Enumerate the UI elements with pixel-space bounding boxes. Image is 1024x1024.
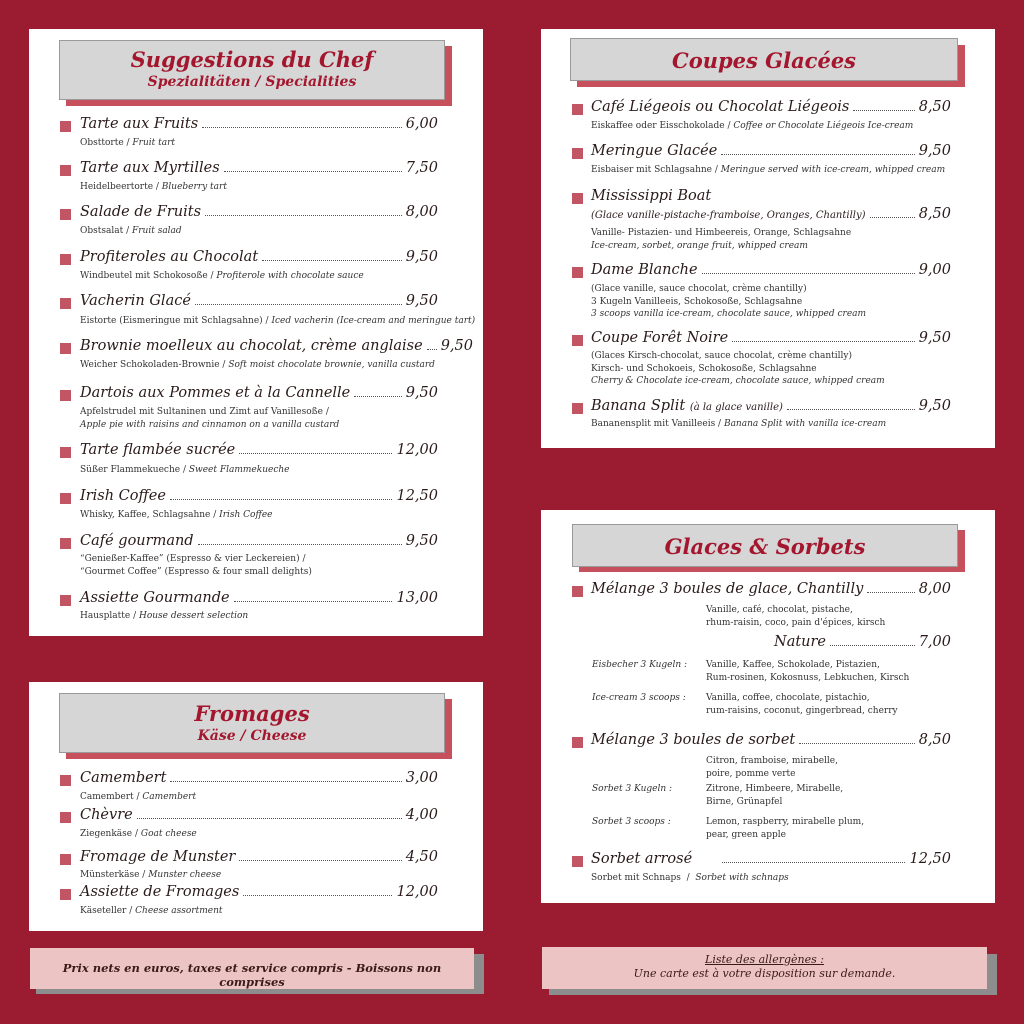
- chef-ribbon: [59, 40, 445, 100]
- bullet: [60, 209, 71, 220]
- menu-item: Coupe Forêt Noire 9,50: [591, 330, 951, 346]
- bullet: [60, 165, 71, 176]
- bullet: [60, 447, 71, 458]
- menu-item: Tarte flambée sucrée 12,00: [80, 442, 438, 458]
- menu-item: Camembert 3,00: [80, 770, 438, 786]
- menu-item: Mississippi Boat: [591, 188, 712, 204]
- menu-item: Dame Blanche 9,00: [591, 262, 951, 278]
- menu-item: Salade de Fruits 8,00: [80, 204, 438, 220]
- bullet: [60, 390, 71, 401]
- menu-item: Profiteroles au Chocolat 9,50: [80, 249, 438, 265]
- menu-item: Tarte aux Myrtilles 7,50: [80, 160, 438, 176]
- bullet: [60, 121, 71, 132]
- menu-item: Café Liégeois ou Chocolat Liégeois 8,50: [591, 99, 951, 115]
- menu-item: Irish Coffee 12,50: [80, 488, 438, 504]
- item-desc: Vanille- Pistazien- und Himbeereis, Orange, Schlagsahne Ice-cream, sorbet, orange fruit, whipped cream: [591, 228, 852, 251]
- bullet: [60, 812, 71, 823]
- item-desc: Eiskaffee oder Eisschokolade / Coffee or Chocolate Liégeois Ice-cream: [591, 121, 914, 131]
- menu-item: Assiette Gourmande 13,00: [80, 590, 438, 606]
- fromages-ribbon: [59, 693, 445, 753]
- glaces-title: Glaces & Sorbets: [664, 534, 866, 559]
- icecream-label: Ice-cream 3 scoops :: [592, 693, 686, 703]
- item-desc: Apfelstrudel mit Sultaninen und Zimt auf Vanillesoße / Apple pie with raisins and cinnamon on a vanilla custard: [80, 407, 340, 430]
- menu-item: Café gourmand 9,50: [80, 533, 438, 549]
- footer-left: [30, 948, 474, 989]
- footer-left-text: Prix nets en euros, taxes et service compris - Boissons non comprises: [62, 961, 442, 989]
- coupes-ribbon: [570, 38, 958, 81]
- sorbet-kugeln-label: Sorbet 3 Kugeln :: [592, 784, 673, 794]
- item-desc: Hausplatte / House dessert selection: [80, 611, 249, 621]
- item-desc: “Genießer-Kaffee” (Espresso & vier Leckereien) / “Gourmet Coffee” (Espresso & four small delights): [80, 554, 312, 577]
- item-desc: Bananensplit mit Vanilleeis / Banana Split with vanilla ice-cream: [591, 419, 887, 429]
- bullet: [60, 538, 71, 549]
- allergen-title: Liste des allergènes :: [705, 953, 824, 966]
- item-desc: Whisky, Kaffee, Schlagsahne / Irish Coffee: [80, 510, 273, 520]
- glaces-ribbon: [572, 524, 958, 567]
- item-desc: Süßer Flammekueche / Sweet Flammekueche: [80, 465, 290, 475]
- item-desc: Eisbaiser mit Schlagsahne / Meringue served with ice-cream, whipped cream: [591, 165, 946, 175]
- menu-item: Mélange 3 boules de sorbet 8,50: [591, 732, 951, 748]
- bullet: [60, 775, 71, 786]
- menu-item: Mélange 3 boules de glace, Chantilly 8,00: [591, 581, 951, 597]
- menu-item: Vacherin Glacé 9,50: [80, 293, 438, 309]
- coupes-title: Coupes Glacées: [671, 48, 857, 73]
- item-desc: Obsttorte / Fruit tart: [80, 138, 176, 148]
- menu-item: Tarte aux Fruits 6,00: [80, 116, 438, 132]
- fromages-subtitle: Käse / Cheese: [197, 728, 307, 744]
- bullet: [572, 586, 583, 597]
- chef-subtitle: Spezialitäten / Specialities: [147, 74, 357, 90]
- bullet: [60, 493, 71, 504]
- item-desc: Weicher Schokoladen-Brownie / Soft moist chocolate brownie, vanilla custard: [80, 360, 435, 370]
- allergen-text: Une carte est à votre disposition sur demande.: [633, 967, 896, 980]
- item-desc: Vanille, café, chocolat, pistache, rhum-raisin, coco, pain d'épices, kirsch: [706, 605, 886, 628]
- menu-item: Banana Split (à la glace vanille) 9,50: [591, 398, 951, 414]
- bullet: [60, 595, 71, 606]
- menu-item: Dartois aux Pommes et à la Cannelle 9,50: [80, 385, 438, 401]
- item-desc: Käseteller / Cheese assortment: [80, 906, 223, 916]
- bullet: [60, 854, 71, 865]
- menu-item-nature: Nature 7,00: [774, 634, 951, 650]
- menu-item: Brownie moelleux au chocolat, crème anglaise 9,50: [80, 338, 473, 354]
- item-desc: Camembert / Camembert: [80, 792, 197, 802]
- item-desc: (Glaces Kirsch-chocolat, sauce chocolat, crème chantilly) Kirsch- und Schokoeis, Schokosoße, Schlagsahne Cherry & Chocolate ice-cream, chocolate sauce, whipped cream: [591, 351, 885, 386]
- chef-title: Suggestions du Chef: [130, 47, 374, 72]
- item-desc: Vanille, Kaffee, Schokolade, Pistazien, Rum-rosinen, Kokosnuss, Lebkuchen, Kirsch: [706, 660, 910, 683]
- item-desc: Münsterkäse / Munster cheese: [80, 870, 222, 880]
- menu-item: Fromage de Munster 4,50: [80, 849, 438, 865]
- bullet: [572, 737, 583, 748]
- eisbecher-label: Eisbecher 3 Kugeln :: [592, 660, 688, 670]
- bullet: [572, 104, 583, 115]
- item-desc: Eistorte (Eismeringue mit Schlagsahne) / Iced vacherin (Ice-cream and meringue tart): [80, 316, 476, 326]
- item-desc: Vanilla, coffee, chocolate, pistachio, rum-raisins, coconut, gingerbread, cherry: [706, 693, 898, 716]
- item-desc: (Glace vanille, sauce chocolat, crème chantilly) 3 Kugeln Vanilleeis, Schokosoße, Schlagsahne 3 scoops vanilla ice-cream, chocolate sauce, whipped cream: [591, 284, 867, 319]
- menu-item: Sorbet arrosé 12,50: [591, 851, 951, 867]
- bullet: [572, 267, 583, 278]
- menu-item-detail: (Glace vanille-pistache-framboise, Oranges, Chantilly) 8,50: [591, 206, 951, 222]
- bullet: [572, 148, 583, 159]
- item-desc: Windbeutel mit Schokosoße / Profiterole with chocolate sauce: [80, 271, 364, 281]
- item-desc: Sorbet mit Schnaps / Sorbet with schnaps: [591, 873, 789, 883]
- fromages-title: Fromages: [194, 701, 310, 726]
- menu-item: Assiette de Fromages 12,00: [80, 884, 438, 900]
- menu-item: Chèvre 4,00: [80, 807, 438, 823]
- bullet: [60, 254, 71, 265]
- menu-item: Meringue Glacée 9,50: [591, 143, 951, 159]
- item-desc: Citron, framboise, mirabelle, poire, pomme verte: [706, 756, 838, 779]
- item-desc: Heidelbeertorte / Blueberry tart: [80, 182, 227, 192]
- bullet: [60, 298, 71, 309]
- item-desc: Ziegenkäse / Goat cheese: [80, 829, 197, 839]
- bullet: [572, 335, 583, 346]
- bullet: [572, 856, 583, 867]
- item-desc: Lemon, raspberry, mirabelle plum, pear, green apple: [706, 817, 865, 840]
- bullet: [60, 343, 71, 354]
- footer-right: [542, 947, 987, 989]
- sorbet-scoops-label: Sorbet 3 scoops :: [592, 817, 671, 827]
- bullet: [60, 889, 71, 900]
- item-desc: Obstsalat / Fruit salad: [80, 226, 182, 236]
- item-desc: Zitrone, Himbeere, Mirabelle, Birne, Grünapfel: [706, 784, 844, 807]
- bullet: [572, 193, 583, 204]
- bullet: [572, 403, 583, 414]
